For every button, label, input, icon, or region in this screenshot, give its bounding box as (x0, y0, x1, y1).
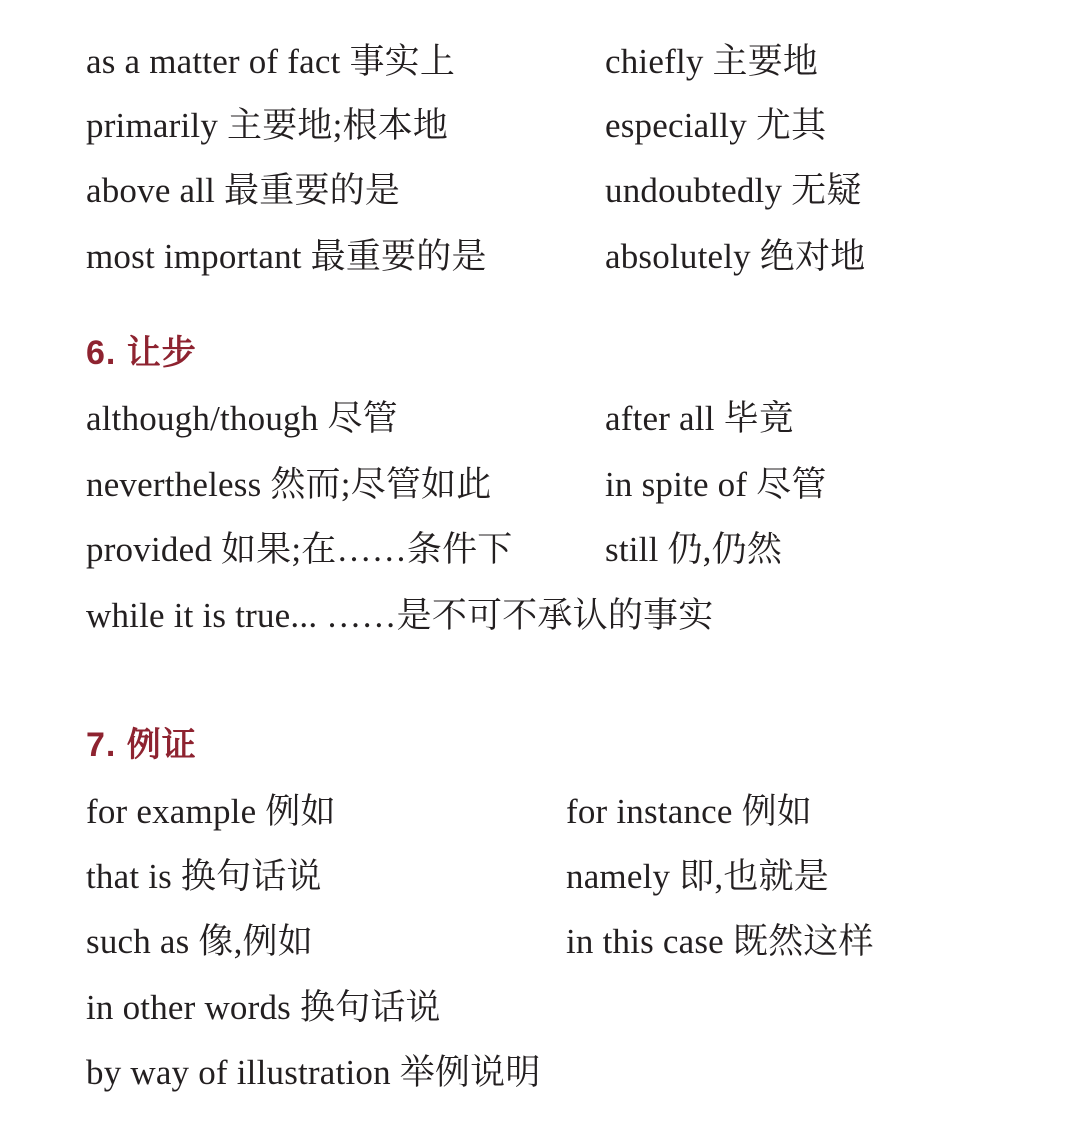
phrase-entry: chiefly 主要地 (605, 42, 819, 81)
phrase-entry: that is 换句话说 (86, 857, 322, 896)
phrase-entry: above all 最重要的是 (86, 171, 401, 210)
phrase-entry: after all 毕竟 (605, 399, 794, 438)
phrase-entry: nevertheless 然而;尽管如此 (86, 465, 492, 504)
phrase-entry: while it is true... ……是不可不承认的事实 (86, 596, 714, 635)
phrase-entry: still 仍,仍然 (605, 530, 783, 569)
phrase-entry: undoubtedly 无疑 (605, 171, 862, 210)
phrase-entry: in this case 既然这样 (566, 922, 874, 961)
section-heading-concession: 6. 让步 (86, 334, 197, 372)
phrase-entry: namely 即,也就是 (566, 857, 829, 896)
phrase-entry: especially 尤其 (605, 106, 827, 145)
section-heading-examples: 7. 例证 (86, 726, 197, 764)
phrase-entry: for example 例如 (86, 792, 336, 831)
phrase-entry: as a matter of fact 事实上 (86, 42, 456, 81)
phrase-entry: in spite of 尽管 (605, 465, 827, 504)
phrase-entry: by way of illustration 举例说明 (86, 1053, 541, 1092)
phrase-entry: most important 最重要的是 (86, 237, 487, 276)
phrase-entry: such as 像,例如 (86, 922, 313, 961)
phrase-entry: absolutely 绝对地 (605, 237, 866, 276)
phrase-entry: in other words 换句话说 (86, 988, 441, 1027)
phrase-entry: provided 如果;在……条件下 (86, 530, 513, 569)
phrase-entry: although/though 尽管 (86, 399, 398, 438)
phrase-entry: primarily 主要地;根本地 (86, 106, 449, 145)
phrase-entry: for instance 例如 (566, 792, 812, 831)
